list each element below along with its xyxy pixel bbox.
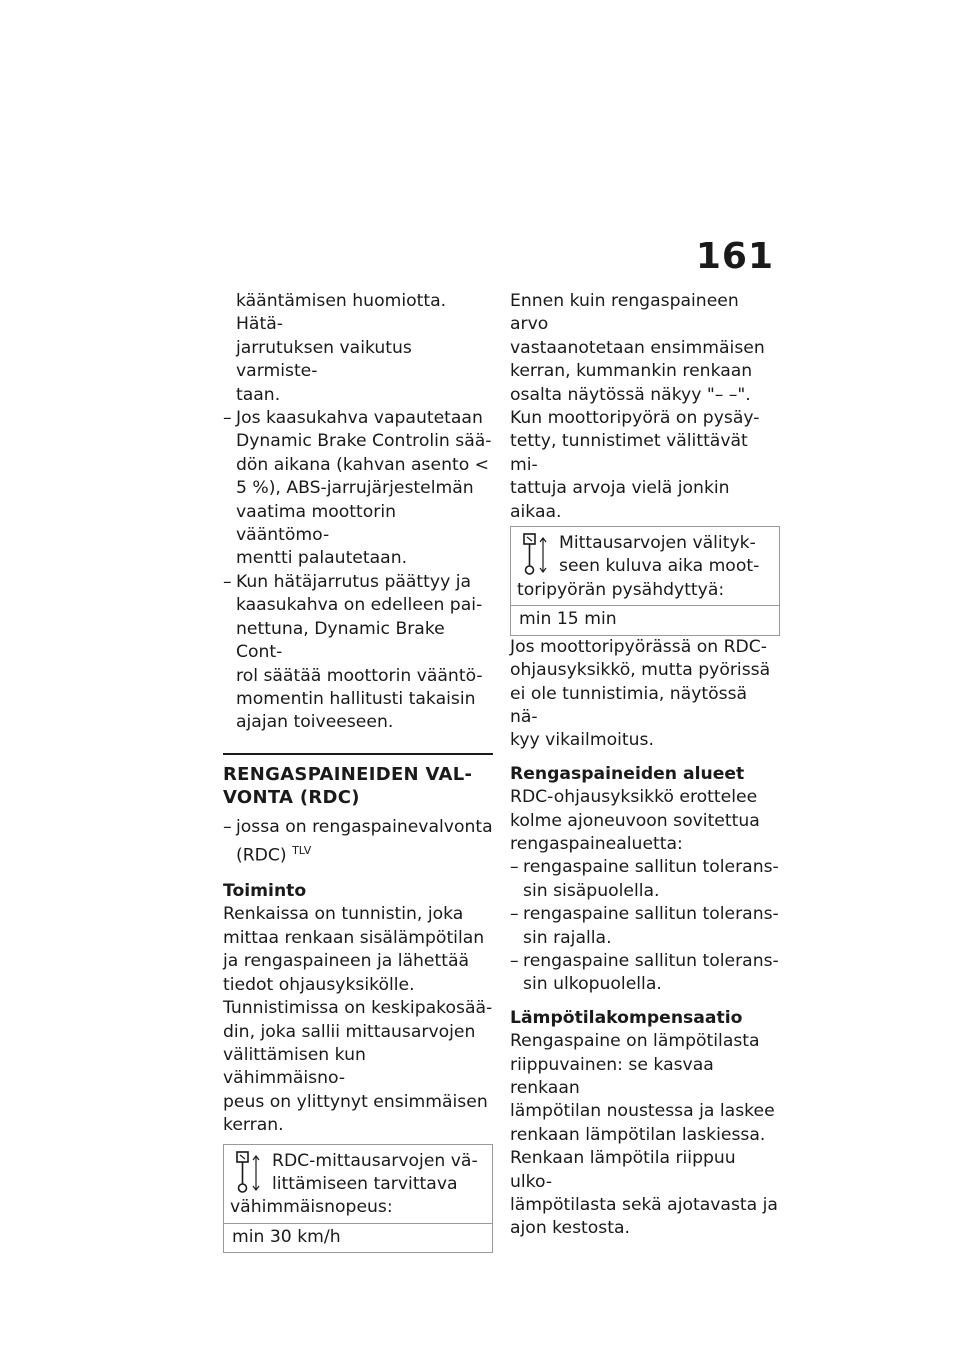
text-line: RDC-ohjausyksikkö erottelee	[510, 787, 758, 808]
text-line: Tunnistimissa on keskipakosää-	[223, 998, 493, 1019]
text-line: kerran.	[223, 1115, 284, 1136]
text-line: ohjausyksikkö, mutta pyörissä	[510, 660, 771, 681]
text-line: Jos moottoripyörässä on RDC-	[510, 636, 767, 657]
text-line: renkaan lämpötilan laskiessa.	[510, 1124, 766, 1145]
text-line: littämiseen tarvittava	[272, 1173, 458, 1194]
text-line: nettuna, Dynamic Brake Cont-	[236, 618, 445, 663]
section-divider	[223, 753, 493, 755]
intro-paragraph	[510, 290, 780, 524]
right-column	[510, 290, 780, 1241]
bullet-item	[510, 903, 780, 950]
after-box-paragraph	[510, 636, 780, 753]
text-line: tiedot ohjausyksikölle.	[223, 974, 415, 995]
text-fragment: (RDC)	[236, 845, 287, 866]
section-title-line: VONTA (RDC)	[223, 787, 360, 809]
spec-box-label	[511, 527, 779, 606]
function-paragraph	[223, 903, 493, 1137]
tire-sensor-icon	[234, 1150, 264, 1196]
tire-sensor-icon	[521, 532, 551, 578]
text-line: seen kuluva aika moot-	[559, 556, 760, 577]
text-line: ajon kestosta.	[510, 1218, 630, 1239]
text-line: riippuvainen: se kasvaa renkaan	[510, 1054, 714, 1098]
text-line: – Kun hätäjarrutus päättyy ja	[236, 571, 472, 592]
bullet-item	[510, 856, 780, 903]
text-line: ajajan toiveeseen.	[236, 712, 394, 733]
heading-temperature-compensation: Lämpötilakompensaatio	[510, 1007, 743, 1028]
spec-box-value: min 30 km/h	[232, 1226, 341, 1247]
bullet-item	[223, 571, 493, 735]
text-line: lämpötilan noustessa ja laskee	[510, 1101, 775, 1122]
text-line: dön aikana (kahvan asento <	[236, 454, 490, 475]
text-line: – rengaspaine sallitun tolerans-	[523, 950, 779, 971]
text-line: Mittausarvojen välityk-	[559, 533, 756, 554]
text-line: peus on ylittynyt ensimmäisen	[223, 1091, 488, 1112]
text-line: momentin hallitusti takaisin	[236, 688, 476, 709]
compensation-paragraph	[510, 1030, 780, 1241]
text-line: Renkaissa on tunnistin, joka	[223, 904, 464, 925]
bullet-item	[510, 950, 780, 997]
text-line: RDC-mittausarvojen vä-	[272, 1150, 478, 1171]
text-line: tattuja arvoja vielä jonkin aikaa.	[510, 478, 730, 522]
heading-function: Toiminto	[223, 881, 307, 902]
bullet-item	[223, 816, 493, 869]
text-line	[236, 839, 493, 868]
text-line: osalta näytössä näkyy "– –".	[510, 384, 751, 405]
text-line: kolme ajoneuvoon sovitettua	[510, 810, 760, 831]
text-line: kaasukahva on edelleen pai-	[236, 595, 483, 616]
text-line: 5 %), ABS-jarrujärjestelmän	[236, 478, 474, 499]
section-title	[223, 763, 493, 810]
text-line: – jossa on rengaspainevalvonta	[236, 816, 493, 837]
spec-box	[223, 1144, 493, 1254]
text-line: kyy vikailmoitus.	[510, 730, 654, 751]
text-line: sin rajalla.	[523, 927, 612, 948]
spec-box	[510, 526, 780, 636]
section-title-line: RENGASPAINEIDEN VAL-	[223, 763, 473, 785]
text-line: – rengaspaine sallitun tolerans-	[523, 904, 779, 925]
text-line: rengaspainealuetta:	[510, 833, 683, 854]
heading-pressure-ranges: Rengaspaineiden alueet	[510, 763, 745, 784]
text-line: sin sisäpuolella.	[523, 880, 660, 901]
left-column	[223, 290, 493, 1253]
text-line: välittämisen kun vähimmäisno-	[223, 1044, 366, 1089]
text-line: mittaa renkaan sisälämpötilan	[223, 927, 485, 948]
text-line: vaatima moottorin vääntömo-	[236, 501, 396, 546]
text-line: mentti palautetaan.	[236, 548, 408, 569]
text-line: ja rengaspaineen ja lähettää	[223, 951, 470, 972]
text-line: sin ulkopuolella.	[523, 974, 662, 995]
spec-box-value: min 15 min	[519, 609, 617, 630]
text-line: Dynamic Brake Controlin sää-	[236, 431, 492, 452]
text-line: Kun moottoripyörä on pysäy-	[510, 408, 760, 429]
option-superscript: TLV	[292, 843, 312, 857]
text-line: Rengaspaine on lämpötilasta	[510, 1031, 760, 1052]
page-number: 161	[695, 236, 774, 277]
text-line: toripyörän pysähdyttyä:	[517, 579, 725, 600]
bullet-item	[223, 407, 493, 571]
text-line: Ennen kuin rengaspaineen arvo	[510, 291, 739, 335]
text-line: Renkaan lämpötila riippuu ulko-	[510, 1148, 736, 1192]
ranges-paragraph	[510, 786, 780, 856]
spec-box-label	[224, 1145, 492, 1224]
text-line: – rengaspaine sallitun tolerans-	[523, 857, 779, 878]
text-line: din, joka sallii mittausarvojen	[223, 1021, 476, 1042]
text-line: vähimmäisnopeus:	[230, 1197, 393, 1218]
intro-paragraph	[223, 290, 493, 407]
text-line: jarrutuksen vaikutus varmiste-	[236, 337, 412, 382]
text-line: – Jos kaasukahva vapautetaan	[236, 408, 483, 429]
text-line: taan.	[236, 384, 281, 405]
text-line: ei ole tunnistimia, näytössä nä-	[510, 683, 748, 727]
text-line: tetty, tunnistimet välittävät mi-	[510, 431, 748, 475]
text-line: rol säätää moottorin vääntö-	[236, 665, 483, 686]
text-line: vastaanotetaan ensimmäisen	[510, 337, 765, 358]
text-line: lämpötilasta sekä ajotavasta ja	[510, 1195, 778, 1216]
text-line: kääntämisen huomiotta. Hätä-	[236, 291, 447, 335]
text-line: kerran, kummankin renkaan	[510, 361, 753, 382]
